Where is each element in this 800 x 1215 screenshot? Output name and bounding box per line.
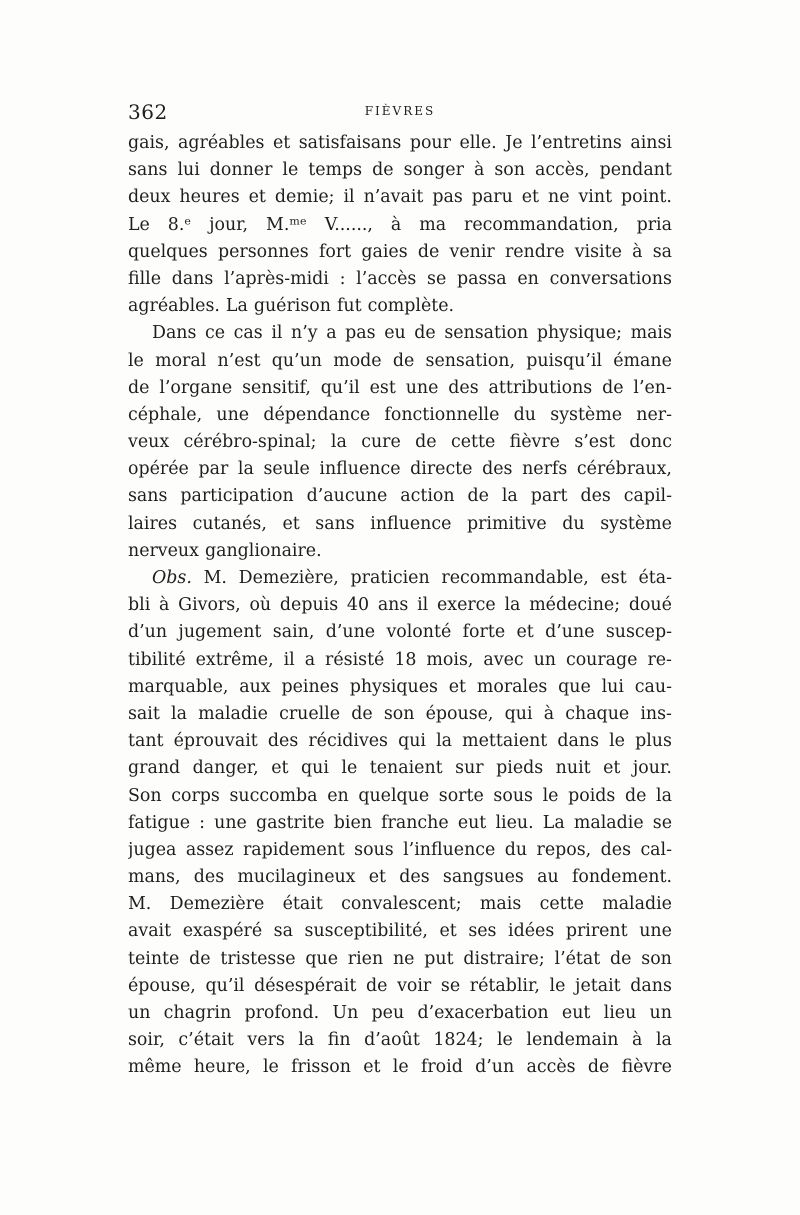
text-line: céphale, une dépendance fonctionnelle du système ner- (128, 404, 672, 425)
text-line: gais, agréables et satisfaisans pour elle. Je l’entretins ainsi (128, 133, 672, 153)
text-line: deux heures et demie; il n’avait pas paru et ne vint point. (128, 187, 672, 208)
text-line: épouse, qu’il désespérait de voir se rétablir, le jetait dans (128, 975, 672, 996)
text-line: agréables. La guérison fut complète. (128, 296, 455, 317)
page-number: 362 (128, 100, 168, 124)
text-line: soir, c’était vers la fin d’août 1824; le lendemain à la (128, 1030, 672, 1051)
text-line: sans participation d’aucune action de la part des capil- (128, 486, 672, 507)
body-text (128, 130, 672, 1082)
text-line: même heure, le frisson et le froid d’un accès de fièvre (128, 1057, 672, 1078)
text-line: mans, des mucilagineux et des sangsues au fondement. (128, 867, 672, 888)
text-line: sait la maladie cruelle de son épouse, qui à chaque ins- (128, 703, 672, 724)
text-line: M. Demezière était convalescent; mais cette maladie (128, 894, 672, 915)
text-line: teinte de tristesse que rien ne put distraire; l’état de son (128, 948, 672, 969)
running-head: FIÈVRES (364, 104, 436, 118)
text-line: jugea assez rapidement sous l’influence du repos, des cal- (128, 839, 672, 860)
text-line: Le 8.ᵉ jour, M.ᵐᵉ V......, à ma recommandation, pria (128, 214, 672, 235)
text-line: veux cérébro-spinal; la cure de cette fièvre s’est donc (128, 432, 672, 453)
text-line: Dans ce cas il n’y a pas eu de sensation physique; mais (152, 323, 672, 344)
text-line: le moral n’est qu’un mode de sensation, puisqu’il émane (128, 350, 672, 371)
text-line: de l’organe sensitif, qu’il est une des attributions de l’en- (128, 377, 672, 398)
text-line: sans lui donner le temps de songer à son accès, pendant (128, 160, 672, 181)
text-line: tibilité extrême, il a résisté 18 mois, avec un courage re- (128, 649, 672, 670)
page-header (128, 100, 672, 124)
text-line: marquable, aux peines physiques et morales que lui cau- (128, 676, 672, 697)
text-line: opérée par la seule influence directe des nerfs cérébraux, (128, 459, 672, 480)
text-line: fille dans l’après-midi : l’accès se passa en conversations (128, 268, 672, 289)
text-line: avait exaspéré sa susceptibilité, et ses idées prirent une (128, 921, 672, 942)
text-line: nerveux ganglionaire. (128, 540, 322, 561)
text-line: Obs. M. Demezière, praticien recommandable, est éta- (152, 568, 672, 588)
text-line: laires cutanés, et sans influence primitive du système (128, 513, 672, 534)
text-line: d’un jugement sain, d’une volonté forte et d’une suscep- (128, 622, 672, 643)
text-line: un chagrin profond. Un peu d’exacerbation eut lieu un (128, 1003, 672, 1023)
text-line: Son corps succomba en quelque sorte sous le poids de la (128, 785, 672, 806)
text-line: grand danger, et qui le tenaient sur pieds nuit et jour. (128, 758, 672, 779)
text-line: bli à Givors, où depuis 40 ans il exerce la médecine; doué (128, 595, 672, 616)
text-line: quelques personnes fort gaies de venir rendre visite à sa (128, 241, 672, 262)
text-line: fatigue : une gastrite bien franche eut lieu. La maladie se (128, 812, 672, 833)
text-line: tant éprouvait des récidives qui la mettaient dans le plus (128, 731, 672, 752)
